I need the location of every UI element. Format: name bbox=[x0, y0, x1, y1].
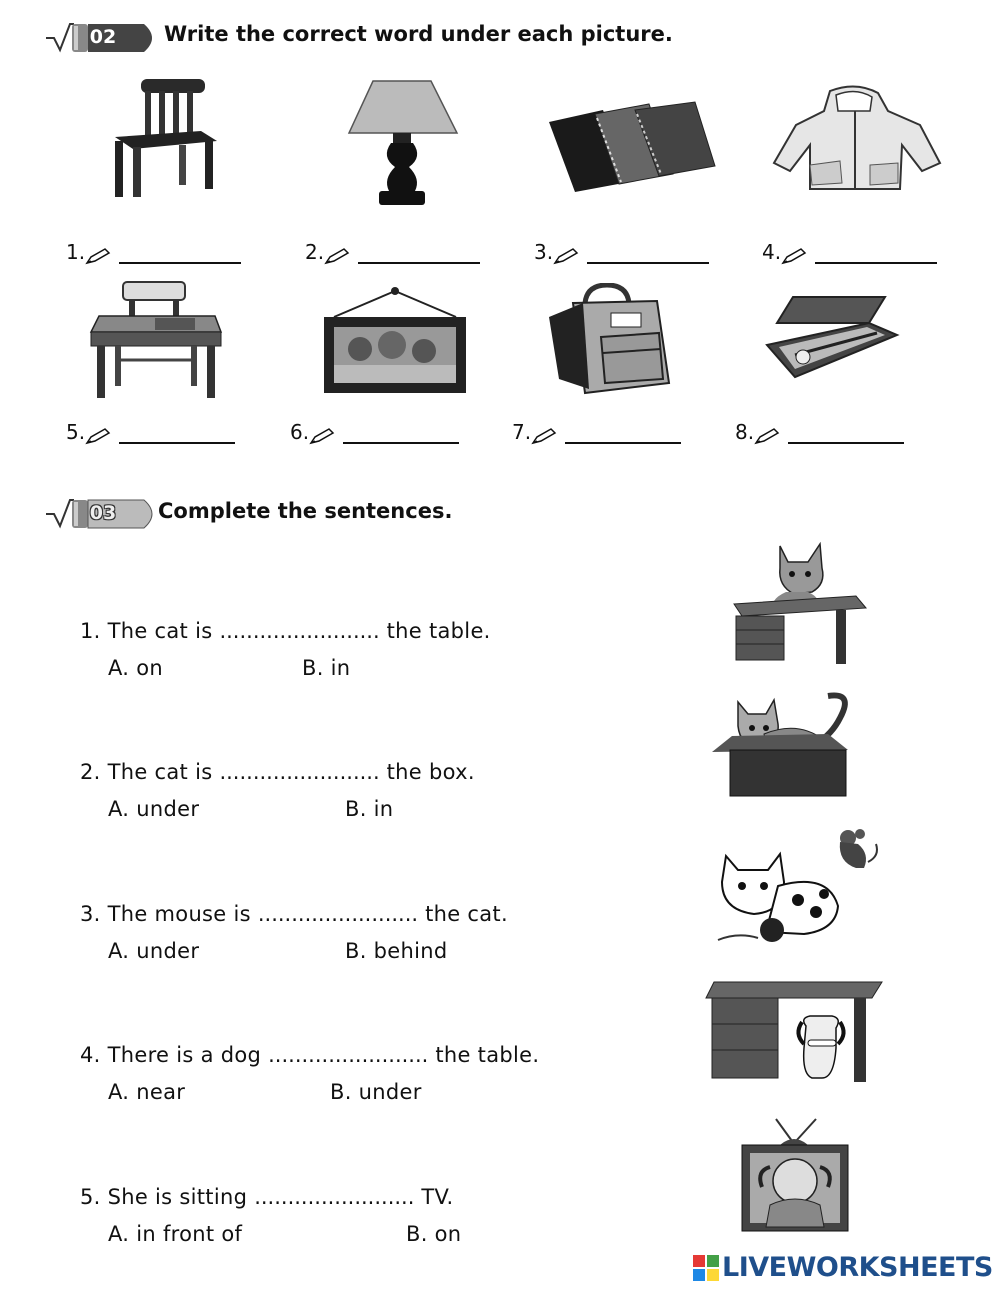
option-b[interactable]: B. in bbox=[302, 656, 351, 680]
section-badge-02 bbox=[44, 20, 164, 54]
question-text-before: 5. She is sitting bbox=[80, 1185, 248, 1209]
desk-image bbox=[85, 280, 225, 402]
section-heading: Write the correct word under each picture. bbox=[164, 22, 673, 46]
picture-frame-image bbox=[320, 285, 470, 395]
girl-in-front-of-tv-image bbox=[740, 1115, 850, 1235]
pencil-case-image bbox=[765, 295, 900, 380]
logo-text: LIVEWORKSHEETS bbox=[722, 1252, 993, 1283]
question-blank[interactable]: ........................ bbox=[257, 902, 419, 926]
pencil-icon bbox=[553, 246, 579, 264]
lamp-image bbox=[345, 75, 465, 210]
pencil-icon bbox=[85, 426, 111, 444]
question-text-after: the cat. bbox=[425, 902, 508, 926]
item-number: 3. bbox=[534, 240, 554, 264]
question-4 bbox=[80, 1043, 539, 1067]
option-a[interactable]: A. under bbox=[108, 797, 200, 821]
backpack-image bbox=[545, 283, 675, 398]
answer-field-3[interactable] bbox=[534, 240, 709, 264]
pencil-icon bbox=[324, 246, 350, 264]
answer-field-5[interactable] bbox=[66, 420, 235, 444]
answer-field-2[interactable] bbox=[305, 240, 480, 264]
question-blank[interactable]: ........................ bbox=[219, 760, 380, 784]
item-number: 8. bbox=[735, 420, 755, 444]
question-text-after: TV. bbox=[421, 1185, 454, 1209]
answer-line[interactable] bbox=[587, 244, 709, 264]
cat-on-table-image bbox=[728, 538, 868, 666]
item-number: 4. bbox=[762, 240, 782, 264]
option-a[interactable]: A. in front of bbox=[108, 1222, 243, 1246]
item-number: 7. bbox=[512, 420, 532, 444]
section-heading: Complete the sentences. bbox=[158, 499, 453, 523]
answer-field-1[interactable] bbox=[66, 240, 241, 264]
chair-image bbox=[105, 75, 225, 205]
option-b[interactable]: B. in bbox=[345, 797, 394, 821]
question-text-after: the table. bbox=[386, 619, 491, 643]
badge-number: 03 bbox=[89, 502, 117, 524]
notebooks-image bbox=[545, 100, 720, 195]
option-b[interactable]: B. behind bbox=[345, 939, 448, 963]
item-number: 6. bbox=[290, 420, 310, 444]
answer-field-6[interactable] bbox=[290, 420, 459, 444]
liveworksheets-logo bbox=[693, 1252, 993, 1283]
option-a[interactable]: A. near bbox=[108, 1080, 186, 1104]
option-b[interactable]: B. on bbox=[406, 1222, 462, 1246]
pencil-icon bbox=[309, 426, 335, 444]
answer-line[interactable] bbox=[119, 244, 241, 264]
answer-line[interactable] bbox=[815, 244, 937, 264]
logo-icon bbox=[693, 1255, 719, 1281]
dog-under-table-image bbox=[704, 978, 884, 1084]
cat-in-box-image bbox=[708, 688, 858, 800]
badge-number: 02 bbox=[89, 26, 117, 48]
item-number: 5. bbox=[66, 420, 86, 444]
pencil-icon bbox=[531, 426, 557, 444]
question-text-before: 2. The cat is bbox=[80, 760, 213, 784]
answer-field-4[interactable] bbox=[762, 240, 937, 264]
answer-field-8[interactable] bbox=[735, 420, 904, 444]
question-blank[interactable]: ........................ bbox=[268, 1043, 429, 1067]
option-b[interactable]: B. under bbox=[330, 1080, 422, 1104]
answer-line[interactable] bbox=[565, 424, 681, 444]
pencil-icon bbox=[781, 246, 807, 264]
item-number: 1. bbox=[66, 240, 86, 264]
option-a[interactable]: A. under bbox=[108, 939, 200, 963]
question-blank[interactable]: ........................ bbox=[219, 619, 380, 643]
question-text-before: 3. The mouse is bbox=[80, 902, 251, 926]
mouse-behind-cat-image bbox=[708, 822, 883, 954]
pencil-icon bbox=[85, 246, 111, 264]
question-2 bbox=[80, 760, 475, 784]
question-5 bbox=[80, 1185, 453, 1209]
question-text-after: the table. bbox=[435, 1043, 540, 1067]
question-3 bbox=[80, 902, 508, 926]
question-text-after: the box. bbox=[386, 760, 475, 784]
answer-line[interactable] bbox=[788, 424, 904, 444]
answer-field-7[interactable] bbox=[512, 420, 681, 444]
answer-line[interactable] bbox=[358, 244, 480, 264]
option-a[interactable]: A. on bbox=[108, 656, 164, 680]
answer-line[interactable] bbox=[343, 424, 459, 444]
question-text-before: 4. There is a dog bbox=[80, 1043, 262, 1067]
question-blank[interactable]: ........................ bbox=[254, 1185, 415, 1209]
answer-line[interactable] bbox=[119, 424, 235, 444]
question-text-before: 1. The cat is bbox=[80, 619, 213, 643]
question-1 bbox=[80, 619, 491, 643]
jacket-image bbox=[770, 85, 945, 195]
pencil-icon bbox=[754, 426, 780, 444]
item-number: 2. bbox=[305, 240, 325, 264]
section-badge-03 bbox=[44, 496, 164, 530]
